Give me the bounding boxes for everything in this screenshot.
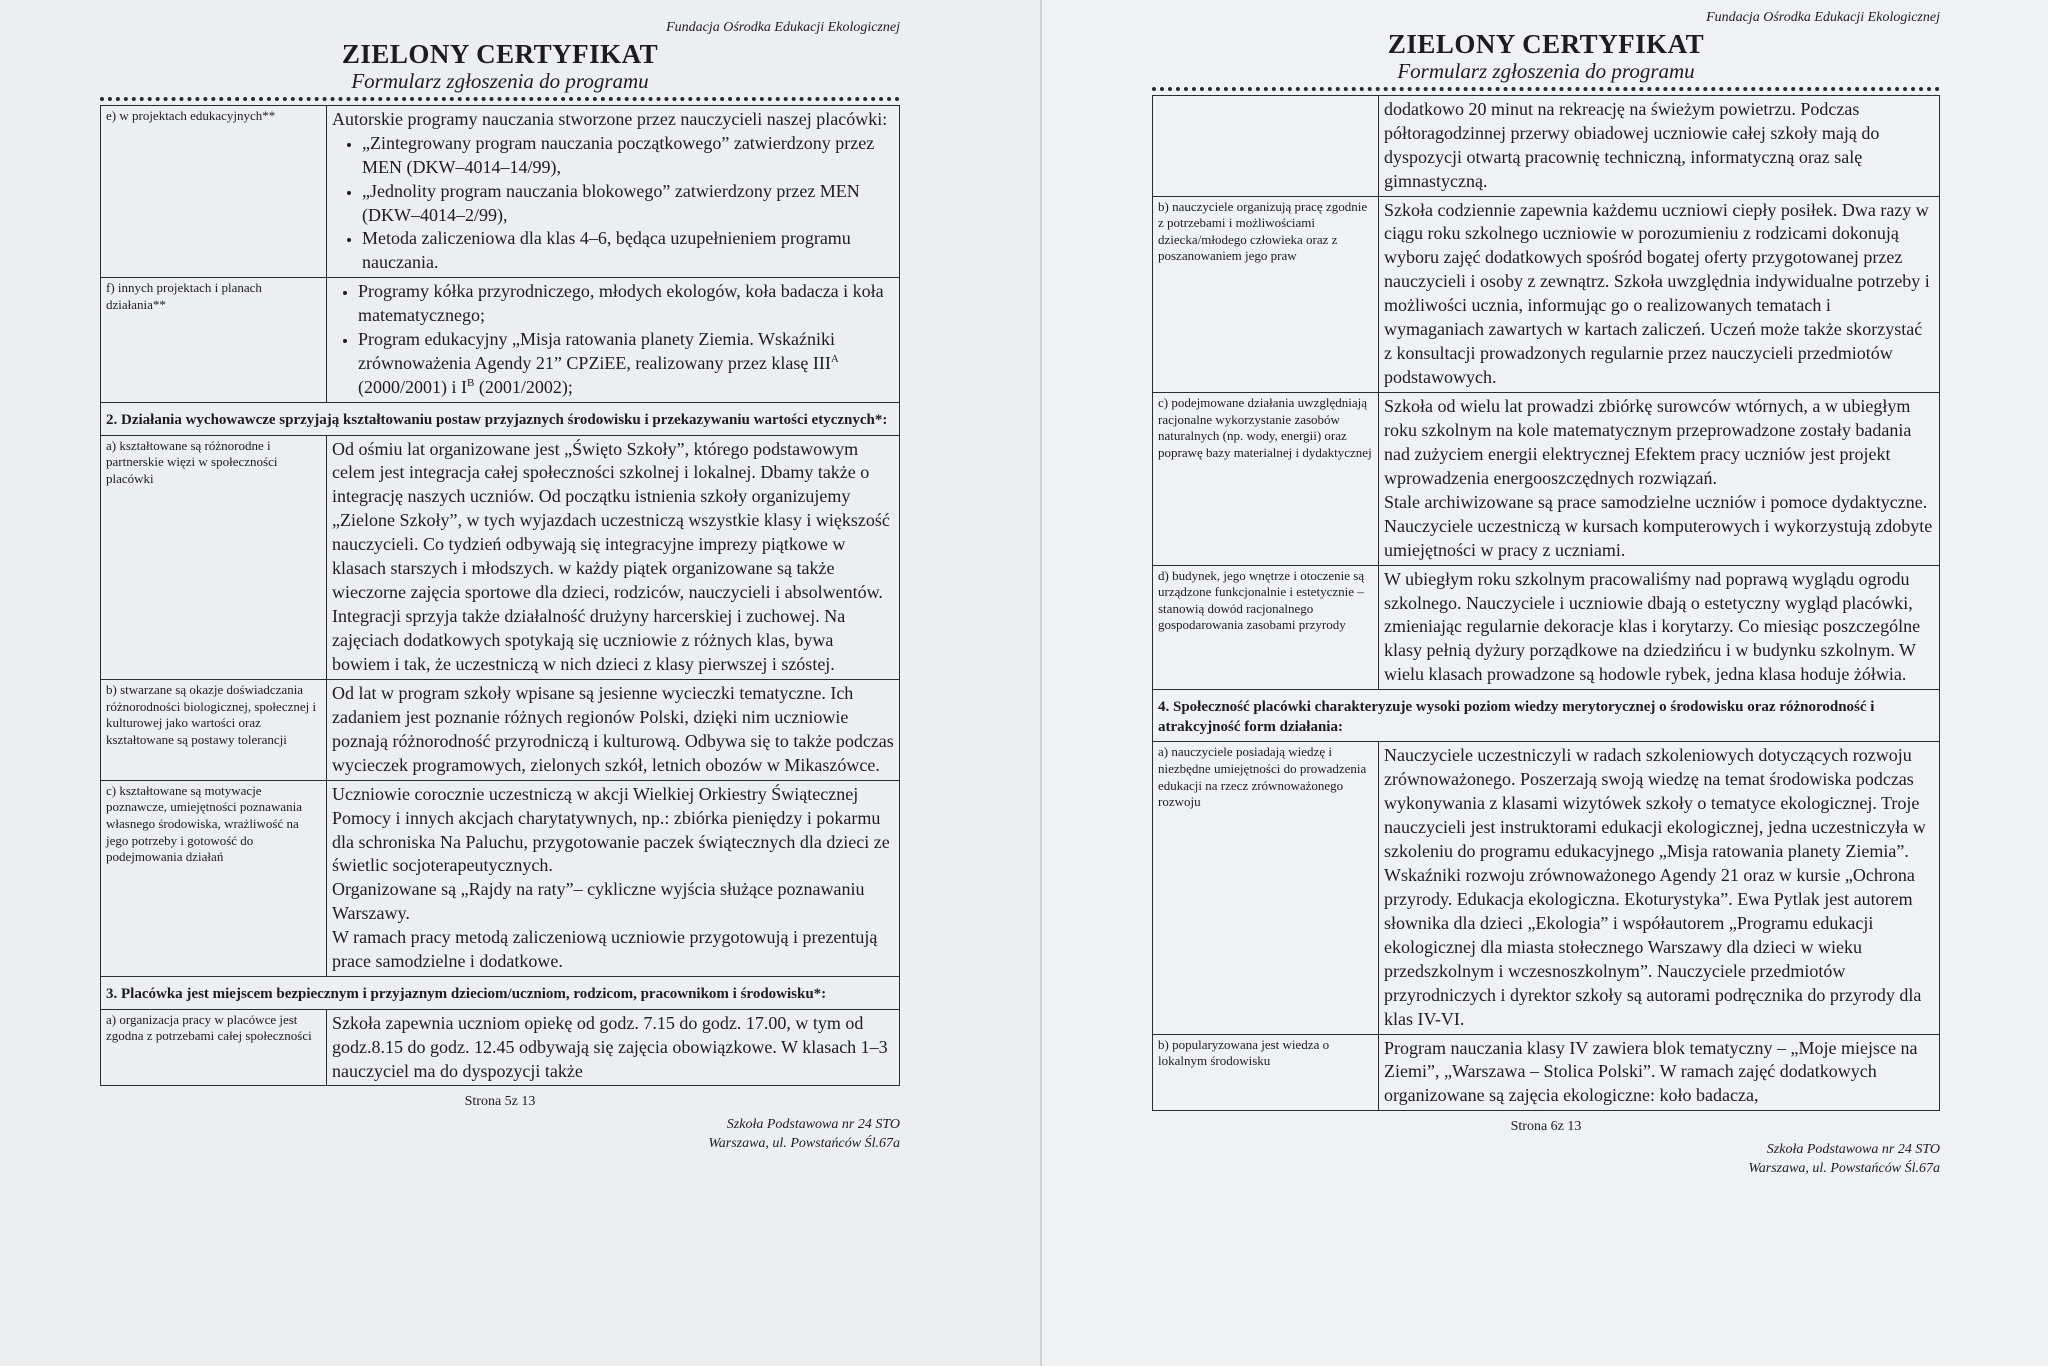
row-label: a) kształtowane są różnorodne i partnerskie więzi w społeczności placówki [101,435,327,679]
paragraph: Organizowane są „Rajdy na raty”– cykliczne wyjścia służące poznawaniu Warszawy. [332,879,865,924]
school-name: Szkoła Podstawowa nr 24 STO [1766,1142,1940,1158]
table-row [1153,95,1940,196]
row-text: dodatkowo 20 minut na rekreację na świeżym powietrzu. Podczas półtoragodzinnej przerwy obiadowej uczniowie całej szkoły mają do dyspozycji otwartą pracownię techniczną, informatyczną oraz salę gimnastyczną. [1379,95,1940,196]
school-address: Warszawa, ul. Powstańców Śl.67a [708,1135,900,1151]
row-label: c) podejmowane działania uwzględniają racjonalne wykorzystanie zasobów naturalnych (np. wody, energii) oraz poprawę bazy materialnej i dydaktycznej [1153,393,1379,566]
school-name: Szkoła Podstawowa nr 24 STO [726,1117,900,1133]
row-text: Od ośmiu lat organizowane jest „Święto Szkoły”, którego podstawowym celem jest integracja całej społeczności szkolnej i lokalnej. Dbamy także o integrację naszych uczniów. Od początku istnienia szkoły organizujemy „Zielone Szkoły”, w tych wyjazdach uczestniczą wszystkie klasy i większość nauczycieli. Co tydzień odbywają się integracyjne imprezy piątkowe w klasach starszych i młodszych. w każdy piątek organizowane są także wieczorne zajęcia sportowe dla dzieci, rodziców, nauczycieli i absolwentów. Integracji sprzyja także działalność drużyny harcerskiej i zuchowej. Na zajęciach dodatkowych spotykają się uczniowie z różnych klas, bywa bowiem i tak, że uczestniczą w nich dzieci z klasy pierwszej i szóstej. [327,435,900,679]
page-6 [1152,10,1940,1178]
row-text [1379,393,1940,566]
row-label: b) nauczyciele organizują pracę zgodnie z potrzebami i możliwościami dziecka/młodego człowieka oraz z poszanowaniem jego praw [1153,196,1379,393]
right-sheet [1040,0,2048,1366]
page-subtitle: Formularz zgłoszenia do programu [1397,58,1695,83]
table-row [1153,196,1940,393]
row-text [327,780,900,977]
form-table [100,105,900,1087]
row-label: a) nauczyciele posiadają wiedzę i niezbędne umiejętności do prowadzenia edukacji na rzecz zrównoważonego rozwoju [1153,742,1379,1034]
section-heading: 2. Działania wychowawcze sprzyjają kształtowaniu postaw przyjaznych środowisku i przekazywaniu wartości etycznych*: [101,403,900,436]
list-item: • „Jednolity program nauczania blokowego” zatwierdzony przez MEN (DKW–4014–2/99), [362,180,894,228]
form-table [1152,95,1940,1112]
row-label: b) stwarzane są okazje doświadczania różnorodności biologicznej, społecznej i kulturowej jako wartości oraz kształtowane są postawy tolerancji [101,679,327,780]
page-title: ZIELONY CERTYFIKAT [1387,29,1705,59]
page-5 [100,20,900,1153]
foundation-name: Fundacja Ośrodka Edukacji Ekologicznej [666,20,900,35]
row-text: Szkoła zapewnia uczniom opiekę od godz. 7.15 do godz. 17.00, w tym od godz.8.15 do godz. 12.45 odbywają się zajęcia obowiązkowe. W klasach 1–3 nauczyciel ma do dyspozycji także [327,1009,900,1086]
list-item: • Metoda zaliczeniowa dla klas 4–6, będąca uzupełnieniem programu nauczania. [362,227,894,275]
table-row [1153,393,1940,566]
table-row [101,679,900,780]
row-label: c) kształtowane są motywacje poznawcze, umiejętności poznawania własnego środowiska, wrażliwość na jego potrzeby i gotowość do podejmowania działań [101,780,327,977]
row-label [1153,95,1379,196]
school-footer [1152,1141,1940,1177]
section-row [101,403,900,436]
table-row [101,105,900,278]
paragraph: Szkoła od wielu lat prowadzi zbiórkę surowców wtórnych, a w ubiegłym roku szkolnym na kole matematycznym przeprowadzone zostały badania nad zużyciem energii elektrycznej Efektem pracy uczniów jest projekt wprowadzenia energooszczędnych rozwiązań. [1384,396,1912,488]
bullet-list [332,132,894,276]
foundation-name: Fundacja Ośrodka Edukacji Ekologicznej [1706,10,1940,25]
dotted-divider [100,97,900,101]
list-item: • Program edukacyjny „Misja ratowania planety Ziemia. Wskaźniki zrównoważenia Agendy 21” CPZiEE, realizowany przez klasę $III^A$ (2000/2001) i $I^B$ (2001/2002); [358,328,894,400]
row-text [327,105,900,278]
table-row [1153,742,1940,1034]
row-text: Szkoła codziennie zapewnia każdemu uczniowi ciepły posiłek. Dwa razy w ciągu roku szkolnego uczniowie w porozumieniu z rodzicami dokonują wyboru zajęć dodatkowych spośród bogatej oferty przygotowanej przez nauczycieli i osoby z zewnątrz. Szkoła uwzględnia indywidualne potrzeby i możliwości ucznia, informując go o realizowanych tematach i wymaganiach zawartych w kartach zaliczeń. Uczeń może także skorzystać z konsultacji prowadzonych regularnie przez nauczycieli przedmiotów podstawowych. [1379,196,1940,393]
table-row [101,435,900,679]
row-text: W ubiegłym roku szkolnym pracowaliśmy nad poprawą wyglądu ogrodu szkolnego. Nauczyciele i uczniowie dbają o estetyczny wygląd placówki, zmieniając regularnie dekoracje klas i korytarzy. Co miesiąc poszczególne klasy pełnią dyżury porządkowe na dziedzińcu i w budynku szkolnym. W wielu klasach prowadzone są hodowle rybek, jedna klasa hoduje żółwia. [1379,565,1940,690]
page-number: Strona 6z 13 [1510,1119,1582,1135]
row-intro: Autorskie programy nauczania stworzone przez nauczycieli naszej placówki: [332,108,888,129]
table-row [101,278,900,403]
paragraph: Uczniowie corocznie uczestniczą w akcji Wielkiej Orkiestry Świątecznej Pomocy i innych akcjach charytatywnych, np.: zbiórka pieniędzy i pokarmu dla schroniska Na Paluchu, przygotowanie paczek świątecznych dla dzieci ze świetlic socjoterapeutycznych. [332,783,890,876]
table-row [1153,1034,1940,1111]
section-heading: 4. Społeczność placówki charakteryzuje wysoki poziom wiedzy merytorycznej o środowisku oraz różnorodność i atrakcyjność form działania: [1153,690,1940,742]
row-text [327,278,900,403]
school-address: Warszawa, ul. Powstańców Śl.67a [1748,1160,1940,1176]
row-text: Program nauczania klasy IV zawiera blok tematyczny – „Moje miejsce na Ziemi”, „Warszawa – Stolica Polski”. W ramach zajęć dodatkowych organizowane są zajęcia ekologiczne: koło badacza, [1379,1034,1940,1111]
table-row [101,1009,900,1086]
row-label: e) w projektach edukacyjnych** [101,105,327,278]
list-item: • „Zintegrowany program nauczania początkowego” zatwierdzony przez MEN (DKW–4014–14/99), [362,132,894,180]
table-row [1153,565,1940,690]
paragraph: W ramach pracy metodą zaliczeniową uczniowie przygotowują i prezentują prace samodzielne i dodatkowe. [332,927,878,972]
table-row [101,780,900,977]
school-footer [100,1116,900,1152]
row-label: f) innych projektach i planach działania** [101,278,327,403]
page-title: ZIELONY CERTYFIKAT [341,39,659,69]
section-row [1153,690,1940,742]
section-heading: 3. Placówka jest miejscem bezpiecznym i przyjaznym dzieciom/uczniom, rodzicom, pracownikom i środowisku*: [101,977,900,1010]
row-text: Nauczyciele uczestniczyli w radach szkoleniowych dotyczących rozwoju zrównoważonego. Poszerzają swoją wiedzę na temat środowiska podczas wykonywania z klasami wizytówek szkoły o tematyce ekologicznej. Troje nauczycieli jest instruktorami edukacji ekologicznej, jedna uczestniczyła w szkoleniu do programu edukacyjnego „Misja ratowania planety Ziemia”. Wskaźniki rozwoju zrównoważonego Agendy 21 oraz w kursie „Ochrona przyrody. Edukacja ekologiczna. Ekoturystyka”. Ewa Pytlak jest autorem słownika dla dzieci „Ekologia” i współautorem „Programu edukacji ekologicznej dla miasta stołecznego Warszawy dla dzieci w wieku przedszkolnym i wczesnoszkolnym”. Nauczyciele przedmiotów przyrodniczych i dyrektor szkoły są autorami podręcznika do przyrody dla klas IV-VI. [1379,742,1940,1034]
page-number: Strona 5z 13 [464,1094,536,1110]
row-label: d) budynek, jego wnętrze i otoczenie są urządzone funkcjonalnie i estetycznie – stanowią dowód racjonalnego gospodarowania zasobami przyrody [1153,565,1379,690]
paragraph: Stale archiwizowane są prace samodzielne uczniów i pomoce dydaktyczne. Nauczyciele uczestniczą w kursach komputerowych i wykorzystują zdobyte umiejętności w pracy z uczniami. [1384,491,1933,560]
row-label: a) organizacja pracy w placówce jest zgodna z potrzebami całej społeczności [101,1009,327,1086]
page-subtitle: Formularz zgłoszenia do programu [351,68,649,93]
row-text: Od lat w program szkoły wpisane są jesienne wycieczki tematyczne. Ich zadaniem jest poznanie różnych regionów Polski, dzięki nim uczniowie poznają różnorodność przyrodniczą i kulturową. Odbywa się to także podczas wycieczek programowych, zielonych szkół, letnich obozów w Mikaszówce. [327,679,900,780]
dotted-divider [1152,87,1940,91]
section-row [101,977,900,1010]
bullet-list [332,280,894,400]
row-label: b) popularyzowana jest wiedza o lokalnym środowisku [1153,1034,1379,1111]
list-item: • Programy kółka przyrodniczego, młodych ekologów, koła badacza i koła matematycznego; [358,280,894,328]
